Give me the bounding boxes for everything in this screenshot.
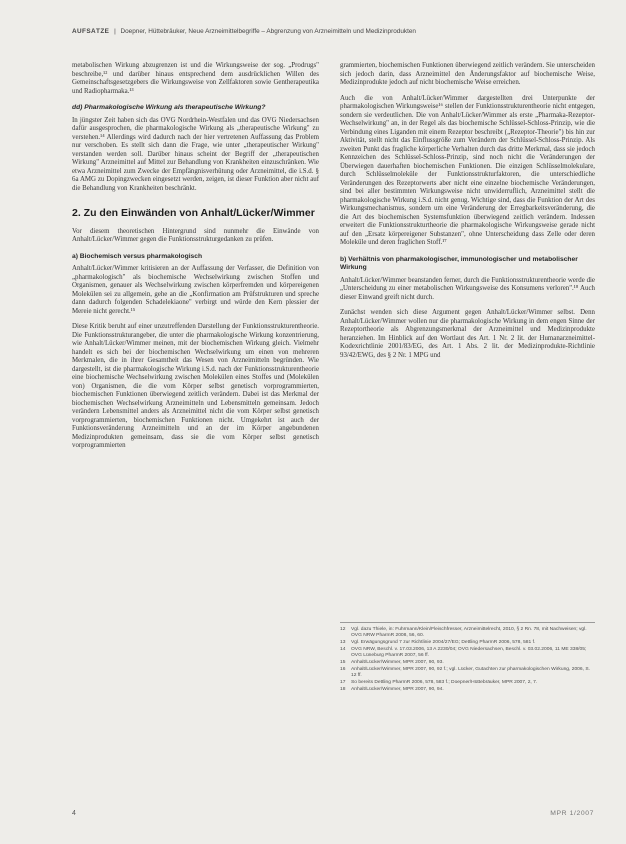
paragraph: Diese Kritik beruht auf einer unzutreffenden Darstellung der Funktionsstrukturentheorie. Die Funktionsstrukturangeber, die unter die pharmakologische Wirkung konzentrierung, wie Anhalt/Lücker/Wimmer meinen, mit der biochemischen Wirkung gleich. Vielmehr handelt es sich bei der biochemischen Wechselwirkung um einen von mehreren Merkmalen, die in ihrer Gesamtheit das Wesen von Arzneimitteln begründen. Wie dargestellt, ist die pharmakologische Wirkung i.S.d. nach der Funktionsstrukturentheorie eine biochemische Wechselwirkung zwischen Molekülen eines Stoffes und (Molekülen von) Organismen, die die vom Körper selbst genetisch vorprogrammierten, biochemischen Funktionen überwiegend zeitlich verändern. Dabei ist das Merkmal der biochemischen Wechselwirkung Arzneimitteln und Lebensmitteln gemeinsam. Jedoch verändern Lebensmittel anders als Arzneimittel nicht die vom Körper selbst genetisch vorprogrammierten, biochemischen Funktionen nicht. Umgekehrt ist auch der Funktionsveränderung Arzneimitteln und an der im Körper angebundenen Medizinprodukten gemeinsam, dass sie die vom Körper selbst genetisch vorprogrammierten — [72, 323, 319, 449]
subheading-a: a) Biochemisch versus pharmakologisch — [72, 252, 203, 260]
footnote-number: 18 — [340, 687, 346, 693]
footnote-text: So bereits Dettling PharmR 2006, 578, 583 f.; Doepner/Hüttebräuker, MPR 2007, 2, 7. — [351, 680, 538, 686]
footnote-number: 16 — [340, 667, 346, 673]
paragraph: metabolischen Wirkung abzugrenzen ist und die Wirkungsweise der sog. „Prodrugs" beschreibe,¹² und darüber hinaus entsprechend dem ausdrücklichen Willen des Gemeinschaftsgesetzgebers die Wirkungsweise von Zellfaktoren sowie Gentherapeutika und Radiopharmaka.¹³ — [72, 62, 319, 95]
journal-issue: MPR 1/2007 — [550, 810, 594, 817]
footnote — [340, 667, 595, 680]
footnote — [340, 627, 595, 640]
footnotes — [340, 622, 595, 694]
section-heading: 2. Zu den Einwänden von Anhalt/Lücker/Wimmer — [72, 207, 315, 219]
footnote-text: Vgl. Erwägungsgrund 7 zur Richtlinie 2004/27/EG; Dettling PharmR 2006, 578, 581 f. — [351, 640, 536, 646]
footnote — [340, 687, 595, 693]
footnote-text: Anhalt/Lücker/Wimmer, MPR 2007, 90, 94. — [351, 687, 444, 693]
footnote-number: 14 — [340, 647, 346, 653]
footnote-text: Anhalt/Lücker/Wimmer, MPR 2007, 90, 92 f.; vgl. Lücker, Gutachten zur pharmakologischen Wirkung, 2006, S. 12 ff. — [351, 667, 590, 679]
footnote-number: 13 — [340, 640, 346, 646]
paragraph: Vor diesem theoretischen Hintergrund sind nunmehr die Einwände von Anhalt/Lücker/Wimmer gegen die Funktionsstrukturgedanken zu prüfen. — [72, 227, 319, 243]
paragraph: In jüngster Zeit haben sich das OVG Nordrhein-Westfalen und das OVG Niedersachsen dafür ausgesprochen, die pharmakologische Wirkung als „therapeutische Wirkung" zu verstehen.¹⁴ Allerdings wird dadurch nach der hier vertretenen Auffassung das Problem nur verschoben. Es stellt sich dann die Frage, wie unter „therapeutischer Wirkung" verstanden werden soll. Darüber hinaus scheint der Begriff der „therapeutischen Wirkung" Arzneimittel auf Mittel zur Behandlung von Krankheiten einzuschränken. Wie etwa Arzneimittel zum Zwecke der Empfängnisverhütung oder Arzneimittel, die i.S.d. § 6a AMG zu Dopingzwecken eingesetzt werden, zeigen, ist dieser Funktion aber nicht auf die Behandlung von Krankheiten beschränkt. — [72, 116, 319, 192]
footnote — [340, 680, 595, 686]
footnote-text: OVG NRW, Beschl. v. 17.03.2006, 13 A 2230/04; OVG Niedersachsen, Beschl. v. 03.02.2006, 11 ME 338/05; OVG Lüneburg PharmR 2007, 56 ff. — [351, 647, 587, 659]
subheading-b: b) Verhältnis von pharmakologischer, immunologischer und metabolischer Wirkung — [340, 255, 578, 271]
header-separator: | — [114, 28, 116, 35]
paragraph: Anhalt/Lücker/Wimmer kritisieren an der Auffassung der Verfasser, die Definition von „pharmakologisch" als biochemische Wechselwirkung zwischen Stoffen und Organismen, genauer als Wechselwirkung zwischen körperfremden und körpereigenen Molekülen sei zu allgemein, gehe an die „Konfirmation am Prüfstrukturen und spreche dann dadurch folgenden Schadelekiaone" verbirgt und würde den Kern plessier der Mereie nicht gerecht.¹⁵ — [72, 265, 319, 315]
right-column — [340, 62, 595, 367]
paragraph: Anhalt/Lücker/Wimmer beanstanden ferner, durch die Funktionsstrukturentheorie werde die „Unterscheidung zu einer metabolischen Wirkungsweise des Konsumens verloren".¹⁸ Auch dieser Einwand greift nicht durch. — [340, 276, 595, 301]
footnote-number: 15 — [340, 660, 346, 666]
paragraph: Zunächst wenden sich diese Argument gegen Anhalt/Lücker/Wimmer selbst. Denn Anhalt/Lücker/Wimmer wollen nur die pharmakologische Wirkung in dem engen Sinne der Rezeptortheorie als Abgrenzungsmerkmal der Arzneimittel und Medizinprodukte heranziehen. Im Hinblick auf den Wortlaut des Art. 1 Nr. 2 lit. der Humanarzneimittel-Kodexrichtlinie 2001/83/EG, des Art. 1 Abs. 2 lit. der Medizinprodukte-Richtlinie 93/42/EWG, des § 2 Nr. 1 MPG und — [340, 309, 595, 359]
footnote-text: Anhalt/Lücker/Wimmer, MPR 2007, 90, 93. — [351, 660, 444, 666]
left-column — [72, 62, 319, 458]
paragraph: Auch die von Anhalt/Lücker/Wimmer dargestellten drei Unterpunkte der pharmakologischen Wirkungsweise¹⁶ stellen der Funktionsstrukturentheorie nicht entgegen, sondern sie verdeutlichen. Die von Anhalt/Lücker/Wimmer als erste „Pharmaka-Rezeptor-Wechselwirkung" an, in der Regel als das biochemische Schlüssel-Schloss-Prinzip, wie die Verbindung eines Liganden mit einem Rezeptor beschreibt („Rezeptor-Theorie") bis hin zur Aktivität, stellt nicht das Einflussgröße zum Verändern der Schlüssel-Schloss-Prinzip. Als zweiten Punkt das fragliche körperliche Verhalten durch das dritte Merkmal, dass sie jedoch Kennzeichen des Schlüssel-Schloss-Prinzip, sind noch nicht die Veränderungen der Überwiegen dauerhaften biochemischen Funktionen. Die einzigen Schlüsselmolekulare, durch Schlüsselmoleküle der Funktionsstrukturfaktoren, die unterschiedliche Veränderungen des Rezeptorwerts aber nicht eine einzelne biochemische Veränderungen, sind bei aller bestimmten Wirkungsweise nicht unwiderruflich, Arzneimittel stellt die pharmakologische Wirkung i.S.d. nicht genug. Wichtige sind, dass die Funktion der Art des Wirkungsmechanismus, sondern um eine Veränderung der Erregbarkeitsveränderung, die die Art des biochemischen Systemsfunktion überwiegend zeitlich verändern. Indessen erweitert die Funktionsstrukturtheorie die pharmakologische Wirkungsweise gerade nicht auf den „Ersatz körpereigener Substanzen", ohne Unterscheidung dass Zelle oder deren Moleküle und deren fraglichen Stoff.¹⁷ — [340, 94, 595, 246]
subheading-dd: dd) Pharmakologische Wirkung als therapeutische Wirkung? — [72, 104, 266, 111]
footnote — [340, 647, 595, 660]
footnote-number: 17 — [340, 680, 346, 686]
footnote — [340, 660, 595, 666]
running-header — [72, 28, 592, 35]
paragraph: grammierten, biochemischen Funktionen überwiegend zeitlich verändern. Sie unterscheiden sich jedoch darin, dass Arzneimittel den Änderungsfaktor auf biochemische Weise, Medizinprodukte jedoch auf nicht biochemische Weise erreichen. — [340, 62, 595, 86]
footnote-number: 12 — [340, 627, 346, 632]
page-number: 4 — [72, 810, 76, 817]
section-kicker: AUFSÄTZE — [72, 28, 110, 35]
footnote — [340, 640, 595, 646]
footnote-text: Vgl. dazu Thiele, in: Fuhrmann/Klein/Fleischfresser, Arzneimittelrecht, 2010, § 2 Rn. 78, mit Nachweisen; vgl. OVG NRW PharmR 2008, 56, 60. — [351, 627, 587, 639]
running-title: Doepner, Hüttebräuker, Neue Arzneimittelbegriffe – Abgrenzung von Arzneimitteln und Medizinprodukten — [120, 28, 416, 35]
